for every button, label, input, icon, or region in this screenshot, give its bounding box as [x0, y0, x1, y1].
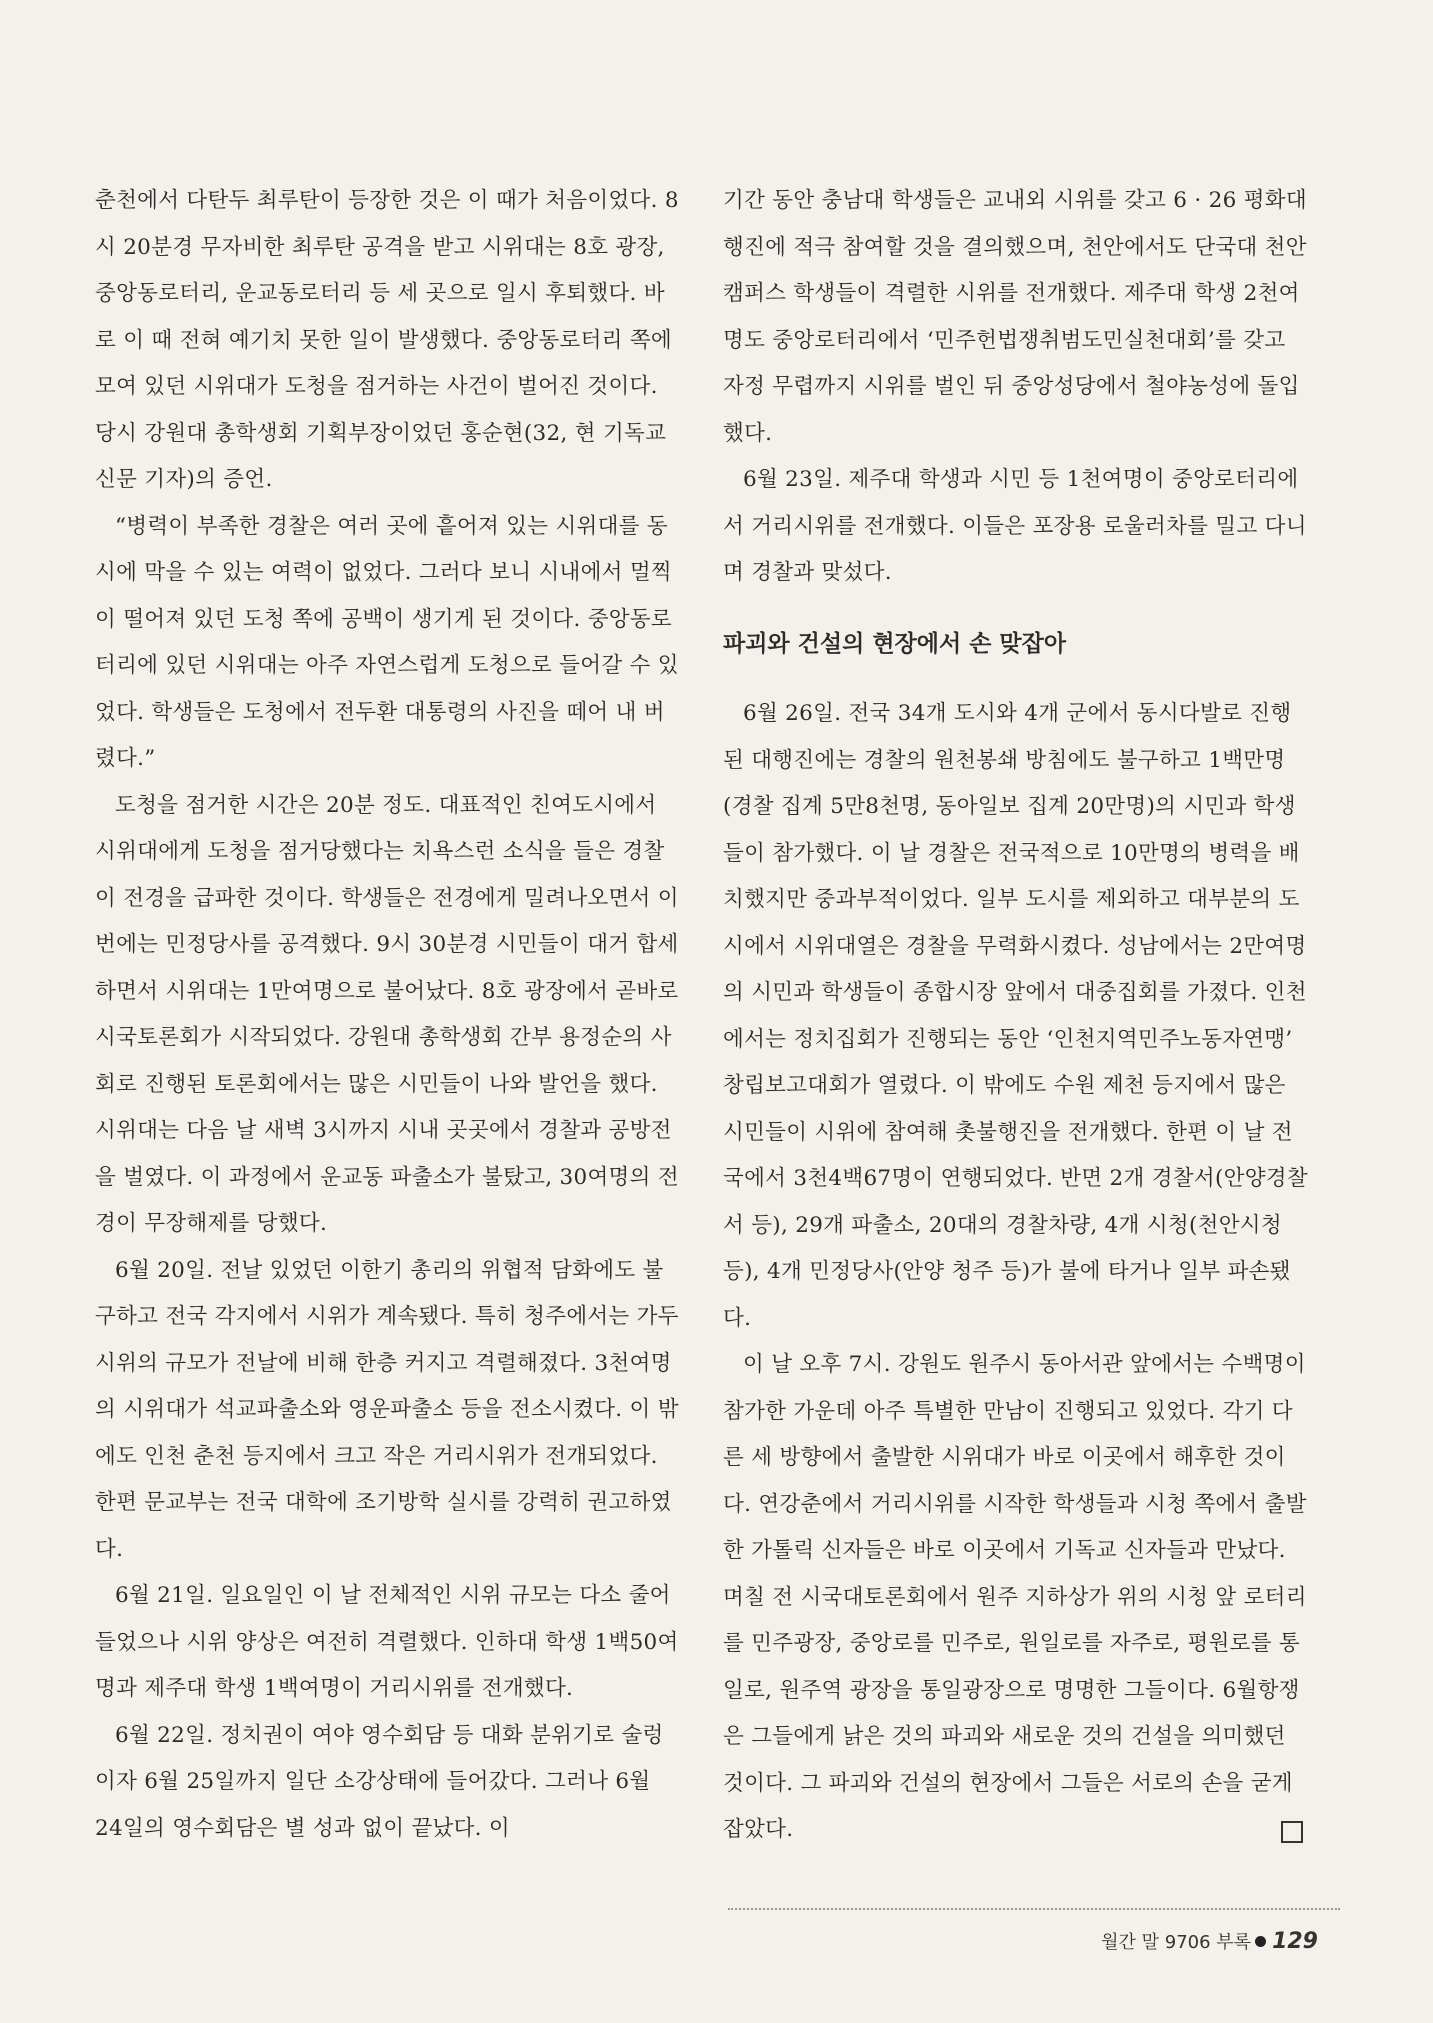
paragraph: 6월 21일. 일요일인 이 날 전체적인 시위 규모는 다소 줄어들었으나 시위 양상은 여전히 격렬했다. 인하대 학생 1백50여명과 제주대 학생 1백여명이 거리시위를 전개했다. [95, 1583, 679, 1701]
paragraph: 6월 20일. 전날 있었던 이한기 총리의 위협적 담화에도 불구하고 전국 각지에서 시위가 계속됐다. 특히 청주에서는 가두시위의 규모가 전날에 비해 한층 커지고 격렬해졌다. 3천여명의 시위대가 석교파출소와 영운파출소 등을 전소시켰다. 이 밖에도 인천 춘천 등지에서 크고 작은 거리시위가 전개되었다. 한편 문교부는 전국 대학에 조기방학 실시를 강력히 권고하였다. [95, 1257, 679, 1562]
paragraph: 6월 23일. 제주대 학생과 시민 등 1천여명이 중앙로터리에서 거리시위를 전개했다. 이들은 포장용 로울러차를 밀고 다니며 경찰과 맞섰다. [723, 467, 1307, 585]
right-column-top [723, 178, 1309, 597]
right-column [723, 178, 1309, 1854]
section-heading: 파괴와 건설의 현장에서 손 맞잡아 [723, 630, 1067, 657]
paragraph: 6월 22일. 정치권이 여야 영수회담 등 대화 분위기로 술렁이자 6월 25일까지 일단 소강상태에 들어갔다. 그러나 6월 24일의 영수회담은 별 성과 없이 끝났다. 이 [95, 1722, 664, 1841]
end-mark-icon [1281, 1821, 1303, 1843]
paragraph: 이 날 오후 7시. 강원도 원주시 동아서관 앞에서는 수백명이 참가한 가운데 아주 특별한 만남이 진행되고 있었다. 각기 다른 세 방향에서 출발한 시위대가 바로 이곳에서 해후한 것이다. 연강춘에서 거리시위를 시작한 학생들과 시청 쪽에서 출발한 가톨릭 신자들은 바로 이곳에서 기독교 신자들과 만났다. 며칠 전 시국대토론회에서 원주 지하상가 위의 시청 앞 로터리를 민주광장, 중앙로를 민주로, 원일로를 자주로, 평원로를 통일로, 원주역 광장을 통일광장으로 명명한 그들이다. 6월항쟁은 그들에게 낡은 것의 파괴와 새로운 것의 건설을 의미했던 것이다. 그 파괴와 건설의 현장에서 그들은 서로의 손을 굳게 잡았다. [723, 1352, 1307, 1842]
paragraph: 6월 26일. 전국 34개 도시와 4개 군에서 동시다발로 진행된 대행진에는 경찰의 원천봉쇄 방침에도 불구하고 1백만명(경찰 집계 5만8천명, 동아일보 집계 20만명)의 시민과 학생들이 참가했다. 이 날 경찰은 전국적으로 10만명의 병력을 배치했지만 중과부적이었다. 일부 도시를 제외하고 대부분의 도시에서 시위대열은 경찰을 무력화시켰다. 성남에서는 2만여명의 시민과 학생들이 종합시장 앞에서 대중집회를 가졌다. 인천에서는 정치집회가 진행되는 동안 ‘인천지역민주노동자연맹’ 창립보고대회가 열렸다. 이 밖에도 수원 제천 등지에서 많은 시민들이 시위에 참여해 촛불행진을 전개했다. 한편 이 날 전국에서 3천4백67명이 연행되었다. 반면 2개 경찰서(안양경찰서 등), 29개 파출소, 20대의 경찰차량, 4개 시청(천안시청 등), 4개 민정당사(안양 청주 등)가 불에 타거나 일부 파손됐다. [723, 701, 1308, 1331]
footer-divider [728, 1908, 1340, 1910]
page-number: 129 [1272, 1929, 1318, 1954]
paragraph: 도청을 점거한 시간은 20분 정도. 대표적인 친여도시에서 시위대에게 도청을 점거당했다는 치욕스런 소식을 들은 경찰이 전경을 급파한 것이다. 학생들은 전경에게 밀려나오면서 이번에는 민정당사를 공격했다. 9시 30분경 시민들이 대거 합세하면서 시위대는 1만여명으로 불어났다. 8호 광장에서 곧바로 시국토론회가 시작되었다. 강원대 총학생회 간부 용정순의 사회로 진행된 토론회에서는 많은 시민들이 나와 발언을 했다. 시위대는 다음 날 새벽 3시까지 시내 곳곳에서 경찰과 공방전을 벌였다. 이 과정에서 운교동 파출소가 불탔고, 30여명의 전경이 무장해제를 당했다. [95, 792, 679, 1236]
page-footer [1101, 1928, 1318, 1954]
paragraph: 춘천에서 다탄두 최루탄이 등장한 것은 이 때가 처음이었다. 8시 20분경 무자비한 최루탄 공격을 받고 시위대는 8호 광장, 중앙동로터리, 운교동로터리 등 세 곳으로 일시 후퇴했다. 바로 이 때 전혀 예기치 못한 일이 발생했다. 중앙동로터리 쪽에 모여 있던 시위대가 도청을 점거하는 사건이 벌어진 것이다. 당시 강원대 총학생회 기획부장이었던 홍순현(32, 현 기독교신문 기자)의 증언. [95, 188, 679, 492]
left-column [95, 178, 681, 1852]
paragraph: “병력이 부족한 경찰은 여러 곳에 흩어져 있는 시위대를 동시에 막을 수 있는 여력이 없었다. 그러다 보니 시내에서 멀찍이 떨어져 있던 도청 쪽에 공백이 생기게 된 것이다. 중앙동로터리에 있던 시위대는 아주 자연스럽게 도청으로 들어갈 수 있었다. 학생들은 도청에서 전두환 대통령의 사진을 떼어 내 버렸다.” [95, 513, 679, 771]
bullet-icon [1255, 1936, 1266, 1947]
magazine-label: 월간 말 9706 부록 [1101, 1932, 1252, 1953]
right-column-bottom [723, 691, 1309, 1854]
paragraph: 기간 동안 충남대 학생들은 교내외 시위를 갖고 6 · 26 평화대행진에 적극 참여할 것을 결의했으며, 천안에서도 단국대 천안캠퍼스 학생들이 격렬한 시위를 전개했다. 제주대 학생 2천여명도 중앙로터리에서 ‘민주헌법쟁취범도민실천대회’를 갖고 자정 무렵까지 시위를 벌인 뒤 중앙성당에서 철야농성에 돌입했다. [723, 188, 1307, 446]
